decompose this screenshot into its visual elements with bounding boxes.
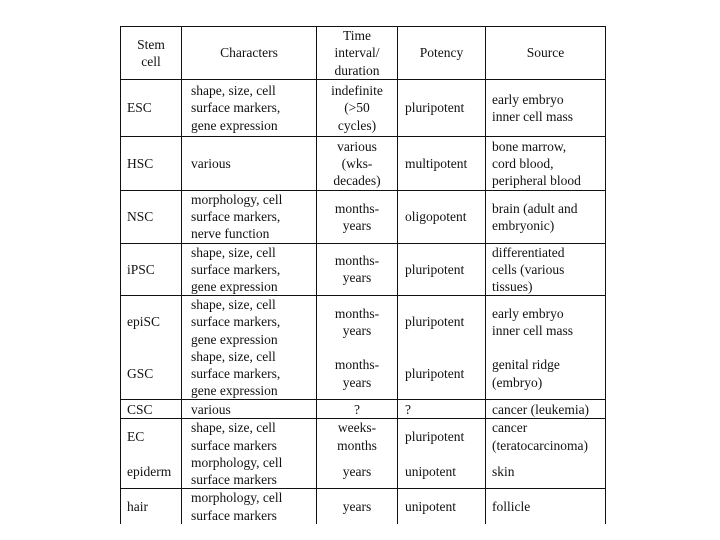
table-row [121, 489, 606, 524]
cell-potency: pluripotent [398, 80, 486, 137]
cell-potency: oligopotent [398, 191, 486, 244]
cell-source: bone marrow, cord blood, peripheral blood [486, 137, 606, 191]
cell-potency: pluripotent [398, 243, 486, 296]
cell-time-interval: months- years [317, 191, 398, 244]
table-row [121, 191, 606, 244]
cell-potency: multipotent [398, 137, 486, 191]
cell-characters: various [182, 400, 317, 419]
cell-characters: various [182, 137, 317, 191]
cell-time-interval: years [317, 489, 398, 524]
cell-stem-cell: EC [121, 419, 182, 454]
cell-potency: pluripotent [398, 419, 486, 454]
cell-potency: pluripotent [398, 296, 486, 348]
cell-characters: shape, size, cell surface markers [182, 419, 317, 454]
cell-stem-cell: iPSC [121, 243, 182, 296]
header-potency: Potency [398, 27, 486, 80]
cell-stem-cell: NSC [121, 191, 182, 244]
table-row [121, 454, 606, 489]
cell-time-interval: ? [317, 400, 398, 419]
cell-stem-cell: CSC [121, 400, 182, 419]
cell-characters: morphology, cell surface markers [182, 454, 317, 489]
cell-potency: unipotent [398, 489, 486, 524]
cell-source: genital ridge (embryo) [486, 348, 606, 400]
cell-time-interval: months- years [317, 243, 398, 296]
cell-stem-cell: hair [121, 489, 182, 524]
cell-stem-cell: HSC [121, 137, 182, 191]
cell-stem-cell: epiSC [121, 296, 182, 348]
cell-time-interval: months- years [317, 296, 398, 348]
cell-source: cancer (leukemia) [486, 400, 606, 419]
cell-source: skin [486, 454, 606, 489]
table-row [121, 400, 606, 419]
cell-time-interval: indefinite (>50 cycles) [317, 80, 398, 137]
cell-source: early embryo inner cell mass [486, 80, 606, 137]
cell-characters: shape, size, cell surface markers, gene expression [182, 296, 317, 348]
cell-potency: unipotent [398, 454, 486, 489]
cell-time-interval: weeks- months [317, 419, 398, 454]
cell-stem-cell: GSC [121, 348, 182, 400]
table-row [121, 80, 606, 137]
cell-stem-cell: ESC [121, 80, 182, 137]
header-source: Source [486, 27, 606, 80]
cell-source: follicle [486, 489, 606, 524]
cell-characters: shape, size, cell surface markers, gene expression [182, 80, 317, 137]
cell-characters: morphology, cell surface markers [182, 489, 317, 524]
header-row [121, 27, 606, 80]
cell-source: cancer (teratocarcinoma) [486, 419, 606, 454]
cell-characters: shape, size, cell surface markers, gene expression [182, 243, 317, 296]
stem-cell-table [120, 26, 606, 524]
cell-time-interval: various (wks- decades) [317, 137, 398, 191]
table-row [121, 243, 606, 296]
cell-source: early embryo inner cell mass [486, 296, 606, 348]
cell-potency: pluripotent [398, 348, 486, 400]
cell-source: brain (adult and embryonic) [486, 191, 606, 244]
table-row [121, 296, 606, 348]
cell-source: differentiated cells (various tissues) [486, 243, 606, 296]
cell-time-interval: months- years [317, 348, 398, 400]
cell-stem-cell: epiderm [121, 454, 182, 489]
cell-characters: morphology, cell surface markers, nerve function [182, 191, 317, 244]
table-row [121, 137, 606, 191]
cell-potency: ? [398, 400, 486, 419]
header-characters: Characters [182, 27, 317, 80]
table-row [121, 348, 606, 400]
cell-time-interval: years [317, 454, 398, 489]
header-time-interval: Time interval/ duration [317, 27, 398, 80]
table-row [121, 419, 606, 454]
header-stem-cell: Stem cell [121, 27, 182, 80]
cell-characters: shape, size, cell surface markers, gene expression [182, 348, 317, 400]
